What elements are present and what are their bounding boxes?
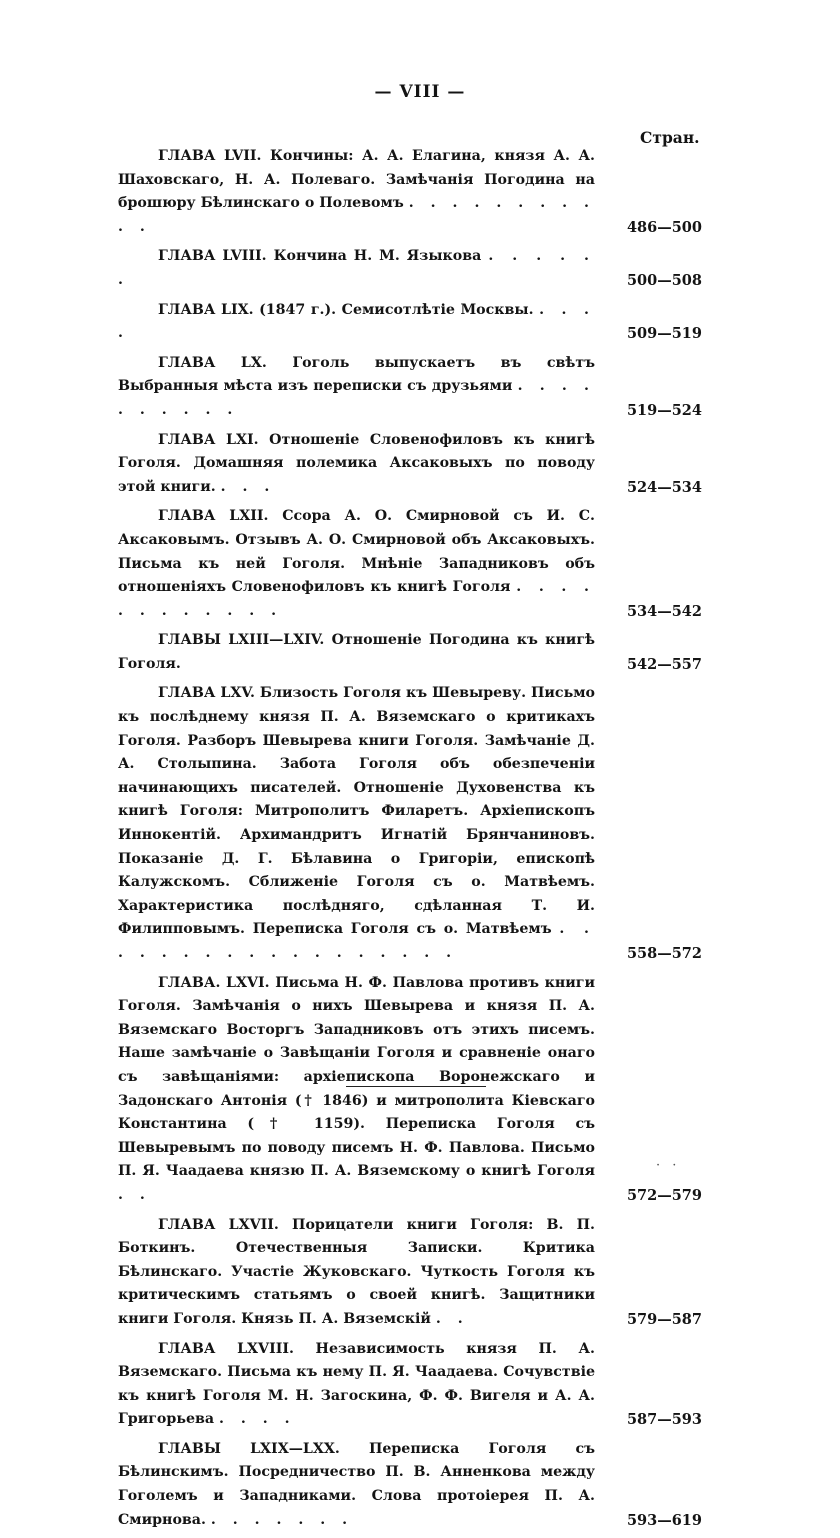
toc-entry-text: ГЛАВЫ LXIII—LXIV. Отношеніе Погодина къ книгѣ Гоголя. xyxy=(118,632,595,672)
print-specks: · · xyxy=(656,1158,681,1173)
toc-entry-pages: 509—519 xyxy=(626,325,702,343)
toc-entry-pages: 500—508 xyxy=(626,271,702,289)
closing-rule xyxy=(346,1086,486,1087)
dot-leader: . . xyxy=(435,1310,469,1327)
toc-entry-pages: 519—524 xyxy=(626,401,702,419)
toc-entry-lxvi xyxy=(118,972,702,1208)
dot-leader: . . . . xyxy=(218,1411,296,1428)
page-number-header: — VIII — xyxy=(374,82,466,102)
toc-entry-lviii xyxy=(118,245,702,292)
toc-entry-pages: 534—542 xyxy=(626,602,702,620)
dot-leader: . . . . . . xyxy=(118,248,595,288)
toc-entry-lix xyxy=(118,299,702,346)
toc-entry-lxi xyxy=(118,429,702,500)
pages-column-label: Стран. xyxy=(640,128,700,147)
toc-entry-lxviii xyxy=(118,1338,702,1432)
toc-entry-text: ГЛАВА LIX. (1847 г.). Семисотлѣтіе Москвы. xyxy=(158,301,534,318)
dot-leader: . . . . . . . . . . xyxy=(118,378,595,418)
toc-entry-text: ГЛАВА LX. Гоголь выпускаетъ въ свѣтъ Выбранныя мѣста изъ переписки съ друзьями xyxy=(118,354,595,395)
dot-leader: . . . . . . . xyxy=(210,1511,354,1528)
toc-entry-text: ГЛАВЫ LXIX—LXX. Переписка Гоголя съ Бѣлинскимъ. Посредничество П. В. Анненкова между Гоголемъ и Западниками. Слова протоіерея П. А. Смирнова. xyxy=(118,1440,595,1528)
toc-entry-lxv xyxy=(118,682,702,965)
toc-entry-lx xyxy=(118,352,702,423)
dot-leader: . . . xyxy=(220,478,276,495)
toc-entry-text: ГЛАВА LXI. Отношеніе Словенофиловъ къ книгѣ Гоголя. Домашняя полемика Аксаковыхъ по поводу этой книги. xyxy=(118,431,595,495)
toc-entry-pages: 572—579 xyxy=(626,1186,702,1204)
table-of-contents xyxy=(118,145,702,1538)
dot-leader: . . . . xyxy=(118,301,595,342)
dot-leader: . . xyxy=(118,1186,151,1203)
toc-entry-lvii xyxy=(118,145,702,239)
toc-entry-pages: 524—534 xyxy=(626,478,702,496)
toc-entry-pages: 558—572 xyxy=(626,945,702,962)
toc-entry-text: ГЛАВА LXV. Близость Гоголя къ Шевыреву. Письмо къ послѣднему князя П. А. Вяземскаго о критикахъ Гоголя. Разборъ Шевырева книги Гоголя. Замѣчаніе Д. А. Столыпина. Забота Гоголя объ обезпеченіи начинающихъ писателей. Отношеніе Духовенства къ книгѣ Гоголя: Митрополитъ Филаретъ. Архіепископъ Иннокентій. Архимандритъ Игнатій Брянчаниновъ. Показаніе Д. Г. Бѣлавина о Григоріи, епископѣ Калужскомъ. Сближеніе Гоголя съ о. Матвѣемъ. Характеристика послѣдняго, сдѣланная Т. И. Филипповымъ. Переписка Гоголя съ о. Матвѣемъ xyxy=(118,685,595,938)
toc-entry-pages: 587—593 xyxy=(626,1411,702,1429)
toc-entry-pages: 593—619 xyxy=(626,1511,702,1529)
toc-entry-lxii xyxy=(118,505,702,623)
toc-entry-text: ГЛАВА LXVIII. Независимость князя П. А. Вяземскаго. Письма къ нему П. Я. Чаадаева. Сочувствіе къ книгѣ Гоголя М. Н. Загоскина, Ф. Ф. Вигеля и А. А. Григорьева xyxy=(118,1340,595,1428)
toc-entry-text: ГЛАВА LXVII. Порицатели книги Гоголя: В. П. Боткинъ. Отечественныя Записки. Критика Бѣлинскаго. Участіе Жуковскаго. Чуткость Гоголя къ критическимъ статьямъ о своей книгѣ. Защитники книги Гоголя. Князь П. А. Вяземскій xyxy=(118,1216,595,1327)
toc-entry-pages: 486—500 xyxy=(626,218,702,236)
toc-entry-pages: 579—587 xyxy=(626,1310,702,1328)
toc-entry-lxvii xyxy=(118,1214,702,1332)
toc-entry-text: ГЛАВА. LXVI. Письма Н. Ф. Павлова противъ книги Гоголя. Замѣчанія о нихъ Шевырева и князя П. А. Вяземскаго Восторгъ Западниковъ отъ этихъ писемъ. Наше замѣчаніе о Завѣщаніи Гоголя и сравненіе онаго съ завѣщаніями: архіепископа Воронежскаго и Задонскаго Антонія († 1846) и митрополита Кіевскаго Константина († 1159). Переписка Гоголя съ Шевыревымъ по поводу писемъ Н. Ф. Павлова. Письмо П. Я. Чаадаева князю П. А. Вяземскому о книгѣ Гоголя xyxy=(118,974,595,1180)
toc-entry-lxix-lxx xyxy=(118,1438,702,1532)
toc-entry-text: ГЛАВА LVII. Кончины: А. А. Елагина, князя А. А. Шаховскаго, Н. А. Полеваго. Замѣчанія Погодина на брошюру Бѣлинскаго о Полевомъ xyxy=(118,148,595,212)
toc-entry-text: ГЛАВА LXII. Ссора А. О. Смирновой съ И. С. Аксаковымъ. Отзывъ А. О. Смирновой объ Аксаковыхъ. Письма къ ней Гоголя. Мнѣніе Западниковъ объ отношеніяхъ Словенофиловъ къ книгѣ Гоголя xyxy=(118,508,595,596)
dot-leader: . . . . . . . . . . . . xyxy=(118,579,595,619)
toc-entry-text: ГЛАВА LVIII. Кончина Н. М. Языкова xyxy=(158,248,482,265)
dot-leader: . . . . . . . . . . . xyxy=(118,195,595,235)
toc-entry-lxiii-lxiv xyxy=(118,629,702,676)
toc-entry-pages: 542—557 xyxy=(626,655,702,673)
dot-leader: . . . . . . . . . . . . . . . . . . xyxy=(118,921,595,961)
